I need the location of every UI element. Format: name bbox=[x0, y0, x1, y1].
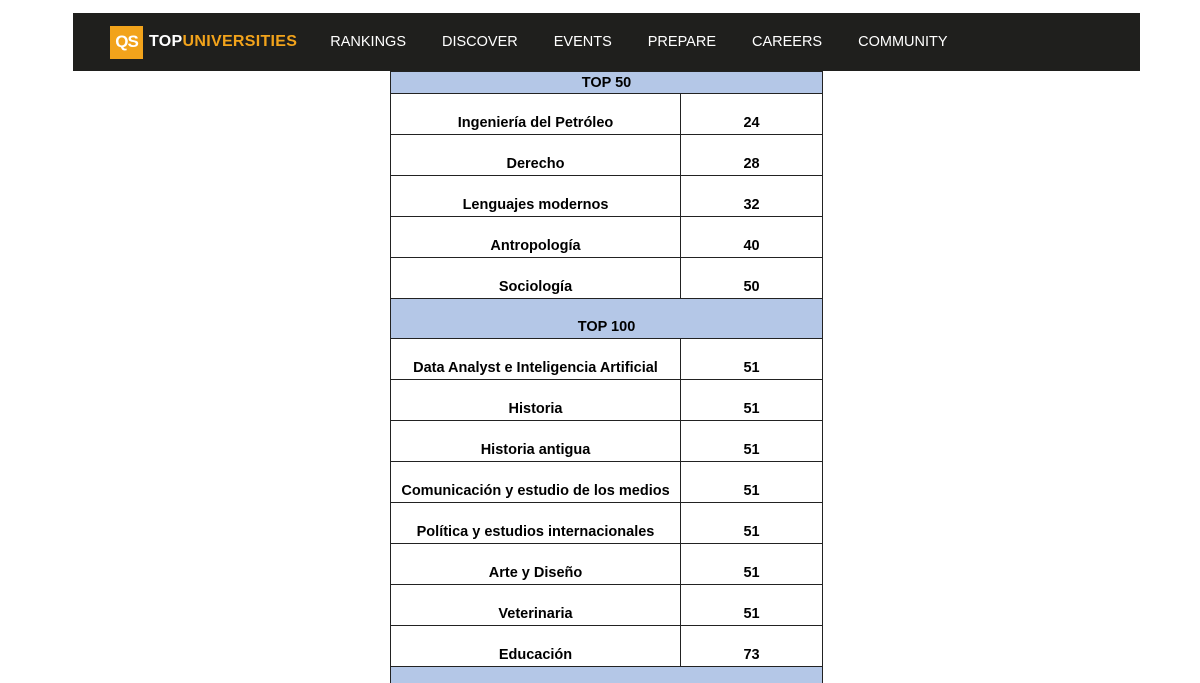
nav-prepare[interactable]: PREPARE bbox=[648, 34, 716, 50]
table-row bbox=[391, 135, 823, 176]
subject-cell: Política y estudios internacionales bbox=[391, 503, 681, 544]
rank-cell: 51 bbox=[681, 421, 823, 462]
nav-community[interactable]: COMMUNITY bbox=[858, 34, 947, 50]
rank-cell: 50 bbox=[681, 258, 823, 299]
subject-cell: Comunicación y estudio de los medios bbox=[391, 462, 681, 503]
rank-cell: 73 bbox=[681, 626, 823, 667]
table-row bbox=[391, 421, 823, 462]
table-row bbox=[391, 585, 823, 626]
table-row bbox=[391, 217, 823, 258]
topuniversities-logo[interactable] bbox=[110, 26, 297, 59]
nav-rankings[interactable]: RANKINGS bbox=[330, 34, 406, 50]
table-row bbox=[391, 258, 823, 299]
section-title: TOP 50 bbox=[391, 72, 823, 94]
main-nav bbox=[330, 34, 983, 50]
subject-cell: Data Analyst e Inteligencia Artificial bbox=[391, 339, 681, 380]
top-navbar bbox=[73, 13, 1140, 71]
table-row bbox=[391, 94, 823, 135]
rank-cell: 51 bbox=[681, 462, 823, 503]
table-row bbox=[391, 176, 823, 217]
section-header-top100 bbox=[391, 299, 823, 339]
nav-careers[interactable]: CAREERS bbox=[752, 34, 822, 50]
subject-cell: Historia antigua bbox=[391, 421, 681, 462]
subject-cell: Educación bbox=[391, 626, 681, 667]
subject-cell: Ingeniería del Petróleo bbox=[391, 94, 681, 135]
rank-cell: 40 bbox=[681, 217, 823, 258]
rank-cell: 24 bbox=[681, 94, 823, 135]
table-row bbox=[391, 339, 823, 380]
rank-cell: 51 bbox=[681, 585, 823, 626]
subject-cell: Historia bbox=[391, 380, 681, 421]
subject-cell: Sociología bbox=[391, 258, 681, 299]
table-row bbox=[391, 462, 823, 503]
rank-cell: 51 bbox=[681, 503, 823, 544]
section-header-top50 bbox=[391, 72, 823, 94]
subject-cell: Lenguajes modernos bbox=[391, 176, 681, 217]
subject-cell: Derecho bbox=[391, 135, 681, 176]
logo-wordmark: TOPUNIVERSITIES bbox=[149, 33, 297, 51]
qs-logo-icon: QS bbox=[110, 26, 143, 59]
rank-cell: 51 bbox=[681, 380, 823, 421]
table-row bbox=[391, 544, 823, 585]
rank-cell: 32 bbox=[681, 176, 823, 217]
table-row bbox=[391, 626, 823, 667]
nav-discover[interactable]: DISCOVER bbox=[442, 34, 518, 50]
table-row bbox=[391, 380, 823, 421]
subject-ranking-table bbox=[390, 71, 823, 683]
subject-cell: Arte y Diseño bbox=[391, 544, 681, 585]
nav-events[interactable]: EVENTS bbox=[554, 34, 612, 50]
rank-cell: 51 bbox=[681, 544, 823, 585]
rank-cell: 28 bbox=[681, 135, 823, 176]
table-row bbox=[391, 503, 823, 544]
rank-cell: 51 bbox=[681, 339, 823, 380]
subject-cell: Veterinaria bbox=[391, 585, 681, 626]
subject-cell: Antropología bbox=[391, 217, 681, 258]
section-title: TOP 100 bbox=[391, 299, 823, 339]
